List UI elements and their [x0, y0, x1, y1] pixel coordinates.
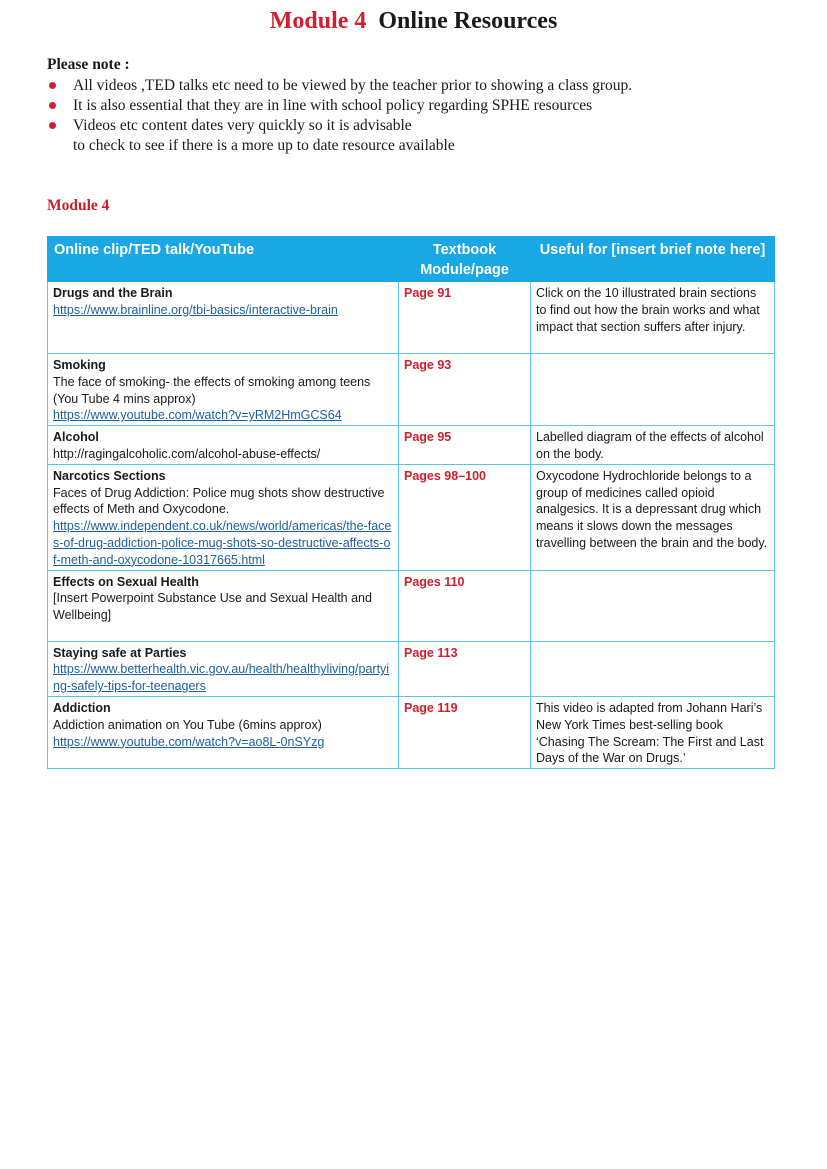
useful-note: Click on the 10 illustrated brain sections to find out how the brain works and what impact that section suffers after injury.	[531, 282, 775, 354]
note-item	[47, 116, 632, 156]
resource-title: Staying safe at Parties	[53, 645, 187, 660]
table-row	[48, 570, 775, 641]
title-text: Online Resources	[378, 8, 558, 34]
table-row	[48, 354, 775, 426]
resource-link[interactable]: https://www.brainline.org/tbi-basics/interactive-brain	[53, 302, 338, 317]
module-label: Module 4	[269, 8, 367, 34]
page-ref: Pages 98–100	[399, 464, 531, 570]
section-heading: Module 4	[47, 197, 110, 214]
note-text: Videos etc content dates very quickly so it is advisable	[73, 117, 412, 134]
useful-note	[531, 641, 775, 696]
resource-cell	[48, 282, 399, 354]
table-row	[48, 641, 775, 696]
column-header-textbook	[399, 237, 531, 282]
resource-cell	[48, 464, 399, 570]
column-header-useful-for: Useful for [insert brief note here]	[531, 237, 775, 282]
page-ref: Page 91	[399, 282, 531, 354]
resource-link[interactable]: https://www.betterhealth.vic.gov.au/health/healthyliving/partying-safely-tips-for-teenagers	[53, 662, 390, 694]
page-ref: Page 119	[399, 696, 531, 768]
table-row	[48, 696, 775, 768]
resource-title: Effects on Sexual Health	[53, 574, 199, 589]
resource-description: [Insert Powerpoint Substance Use and Sexual Health and Wellbeing]	[53, 591, 372, 623]
useful-note	[531, 354, 775, 426]
page-ref: Page 113	[399, 641, 531, 696]
table-row	[48, 282, 775, 354]
resource-link[interactable]: https://www.independent.co.uk/news/world/americas/the-faces-of-drug-addiction-police-mug-shots-so-destructive-affects-of-meth-and-oxycodone-10317665.html	[53, 519, 392, 567]
resource-description: The face of smoking- the effects of smoking among teens (You Tube 4 mins approx)	[53, 374, 371, 406]
page-ref: Page 93	[399, 354, 531, 426]
column-header-resource: Online clip/TED talk/YouTube	[48, 237, 399, 282]
resource-description: Faces of Drug Addiction: Police mug shots show destructive effects of Meth and Oxycodone.	[53, 485, 385, 517]
resource-cell	[48, 696, 399, 768]
resource-title: Addiction	[53, 700, 111, 715]
resources-table	[47, 236, 775, 769]
note-heading: Please note :	[47, 56, 130, 73]
note-text: All videos ,TED talks etc need to be viewed by the teacher prior to showing a class group.	[73, 77, 633, 94]
resource-link[interactable]: https://www.youtube.com/watch?v=yRM2HmGCS64	[53, 408, 342, 423]
column-header-textbook-line1: Textbook	[432, 242, 497, 258]
resource-cell	[48, 641, 399, 696]
resource-cell	[48, 426, 399, 465]
table-header-row	[48, 237, 775, 282]
page-title	[0, 8, 827, 35]
note-item	[47, 76, 632, 96]
resource-url: http://ragingalcoholic.com/alcohol-abuse-effects/	[53, 446, 321, 461]
resource-link[interactable]: https://www.youtube.com/watch?v=ao8L-0nSYzg	[53, 734, 325, 749]
useful-note: This video is adapted from Johann Hari’s New York Times best-selling book ‘Chasing The Scream: The First and Last Days of the War on Drugs.’	[531, 696, 775, 768]
bullet-icon	[49, 82, 56, 89]
bullet-icon	[49, 122, 56, 129]
table-row	[48, 464, 775, 570]
resource-title: Drugs and the Brain	[53, 286, 173, 300]
note-text: It is also essential that they are in line with school policy regarding SPHE resources	[73, 97, 593, 114]
resource-cell	[48, 570, 399, 641]
resource-description: Addiction animation on You Tube (6mins approx)	[53, 717, 322, 732]
useful-note	[531, 570, 775, 641]
useful-note: Oxycodone Hydrochloride belongs to a group of medicines called opioid analgesics. It is a depressant drug which means it slows down the messages travelling between the brain and the body.	[531, 464, 775, 570]
resource-title: Narcotics Sections	[53, 468, 166, 483]
page-ref: Pages 110	[399, 570, 531, 641]
note-text-continued: to check to see if there is a more up to date resource available	[73, 137, 455, 154]
note-item	[47, 96, 632, 116]
bullet-icon	[49, 102, 56, 109]
useful-note: Labelled diagram of the effects of alcohol on the body.	[531, 426, 775, 465]
page-ref: Page 95	[399, 426, 531, 465]
resource-title: Smoking	[53, 358, 106, 372]
notes-list	[47, 76, 632, 156]
resource-title: Alcohol	[53, 430, 99, 445]
resource-cell	[48, 354, 399, 426]
table-row	[48, 426, 775, 465]
column-header-textbook-line2: Module/page	[420, 262, 509, 278]
